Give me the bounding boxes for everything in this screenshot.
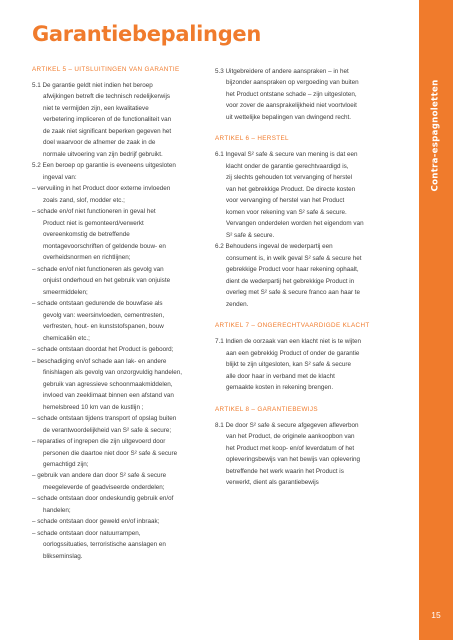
right-sections [215,123,389,488]
text-line: afwijkingen betreft die technisch redelijkerwijs [43,93,171,101]
text-line: – reparaties of ingrepen die zijn uitgevoerd door [32,438,166,446]
text-line: – schade en/of niet functioneren als gevolg van [32,265,164,273]
text-line: – schade en/of niet functioneren in geval het [32,208,156,216]
article-5-text [32,80,200,562]
text-line: gemaakte kosten in rekening brengen. [226,384,334,392]
text-line: voor zover de aansprakelijkheid niet voortvloeit [226,102,357,110]
text-line: oorlogssituaties, terroristische aanslagen en [43,541,166,549]
text-line: overleg met S² safe & secure franco aan haar te [226,289,361,297]
section-heading: ARTIKEL 6 – HERSTEL [215,135,289,143]
left-column [32,66,200,562]
text-line: klacht onder de garantie gerechtvaardigd is, [226,162,349,170]
text-line: hemelsbreed 10 km van de kustlijn ; [43,403,144,411]
page-number: 15 [431,610,441,620]
text-line: – schade ontstaan gedurende de bouwfase als [32,300,163,308]
text-line: S² safe & secure. [226,231,275,239]
text-line: handelen; [43,506,71,514]
text-line: overheidsnormen en richtlijnen; [43,254,131,262]
text-line: blikseminslag. [43,552,83,560]
text-line: meegeleverde of geadviseerde onderdelen; [43,483,165,491]
text-line: het Product met koop- en/of leverdatum of het [226,444,355,452]
text-line: 8.1 De door S² safe & secure afgegeven afleverbon [215,421,359,429]
text-line: zij slechts gehouden tot vervanging of herstel [226,174,353,182]
text-line: de zaak niet significant beperken gegeven het [43,127,172,135]
text-line: gevolg van: weersinvloeden, cementresten, [43,311,165,319]
text-line: uit wettelijke bepalingen van dwingend recht. [226,113,351,121]
section-text [215,149,389,310]
text-line: voor vervanging of herstel van het Product [226,197,345,205]
text-line: betreffende het werk waarin het Product is [226,467,344,475]
section-heading: ARTIKEL 7 – ONGERECHTVAARDIGDE KLACHT [215,322,370,330]
text-line: van het Product, de originele aankoopbon van [226,433,355,441]
text-line: de verantwoordelijkheid van S² safe & secure; [43,426,172,434]
text-line: 6.2 Behoudens ingeval de wederpartij een [215,243,333,251]
text-line: Product niet is gemonteerd/verwerkt [43,219,144,227]
text-line: bijzonder aanspraken op vergoeding van buiten [226,79,359,87]
section-tab-label: Contra-espagnoletten [430,79,441,192]
text-line: chemicaliën etc.; [43,334,90,342]
text-line: verfresten, hout- en kunststofspanen, bouw [43,323,164,331]
text-line: – schade ontstaan door natuurrampen, [32,529,141,537]
section-heading-article-5: ARTIKEL 5 – UITSLUITINGEN VAN GARANTIE [32,66,180,73]
article-5-3-text [215,66,389,123]
text-line: opleveringsbewijs van het bewijs van oplevering [226,456,361,464]
section-spacer [215,310,389,322]
text-line: smeermiddelen; [43,288,88,296]
text-line: Vervangen onderdelen worden het eigendom van [226,220,364,228]
text-line: personen die daartoe niet door S² safe & secure [43,449,178,457]
text-line: 5.2 Een beroep op garantie is eveneens uitgesloten [32,162,176,170]
text-line: het Product ontstane schade – zijn uitgesloten, [226,90,357,98]
text-line: zenden. [226,300,249,308]
text-line: – schade ontstaan door ondeskundig gebruik en/of [32,495,174,503]
text-line: gebrekkige Product voor haar rekening ophaalt, [226,266,359,274]
text-line: van het gebrekkige Product. De directe kosten [226,185,356,193]
text-line: – schade ontstaan tijdens transport of opslag buiten [32,415,177,423]
text-line: onjuist onderhoud en het gebruik van onjuiste [43,277,171,285]
text-line: – schade ontstaan doordat het Product is geboord; [32,346,174,354]
right-column [215,66,389,489]
text-line: overeenkomstig de betreffende [43,231,130,239]
section-text [215,420,389,489]
section-spacer [215,394,389,406]
text-line: finishlagen als gevolg van onzorgvuldig handelen, [43,369,182,377]
text-line: 5.1 De garantie geldt niet indien het beroep [32,82,153,89]
text-line: aan een gebrekkig Product of onder de garantie [226,349,360,357]
section-heading: ARTIKEL 8 – GARANTIEBEWIJS [215,405,318,413]
text-line: 5.3 Uitgebreidere of andere aanspraken – in het [215,68,349,75]
text-line: alle door haar in verband met de klacht [226,372,335,380]
text-line: zoals zand, slof, modder etc.; [43,196,125,204]
text-line: niet te vermijden zijn, een kwalitatieve [43,104,149,112]
text-line: verwerkt, dient als garantiebewijs [226,479,319,487]
text-line: gemachtigd zijn; [43,460,89,468]
text-line: 7.1 Indien de oorzaak van een klacht niet is te wijten [215,338,361,346]
page-title: Garantiebepalingen [32,22,262,46]
text-line: verbetering impliceren of de functionaliteit van [43,116,172,124]
text-line: ingeval van: [43,173,77,181]
text-line: consument is, in welk geval S² safe & secure het [226,254,362,262]
text-line: blijkt te zijn uitgesloten, kan S² safe & secure [226,361,351,369]
section-text [215,336,389,393]
text-line: – vervuiling in het Product door externe invloeden [32,185,171,193]
text-line: normale uitvoering van zijn bedrijf gebruikt. [43,150,163,158]
text-line: gebruik van agressieve schoonmaakmiddelen, [43,380,173,388]
text-line: 6.1 Ingeval S² safe & secure van mening is dat een [215,151,358,159]
text-line: montagevoorschriften of geldende bouw- en [43,242,166,250]
text-line: – beschadiging en/of schade aan lak- en andere [32,357,167,365]
text-line: – gebruik van andere dan door S² safe & secure [32,472,167,480]
text-line: dient de wederpartij het gebrekkige Product in [226,277,355,285]
section-spacer [215,123,389,135]
text-line: doel waarvoor de afnemer de zaak in de [43,139,156,147]
text-line: komen voor rekening van S² safe & secure. [226,208,347,216]
text-line: – schade ontstaan door geweld en/of inbraak; [32,518,160,526]
text-line: invloed van zeeklimaat binnen een afstand van [43,392,174,400]
